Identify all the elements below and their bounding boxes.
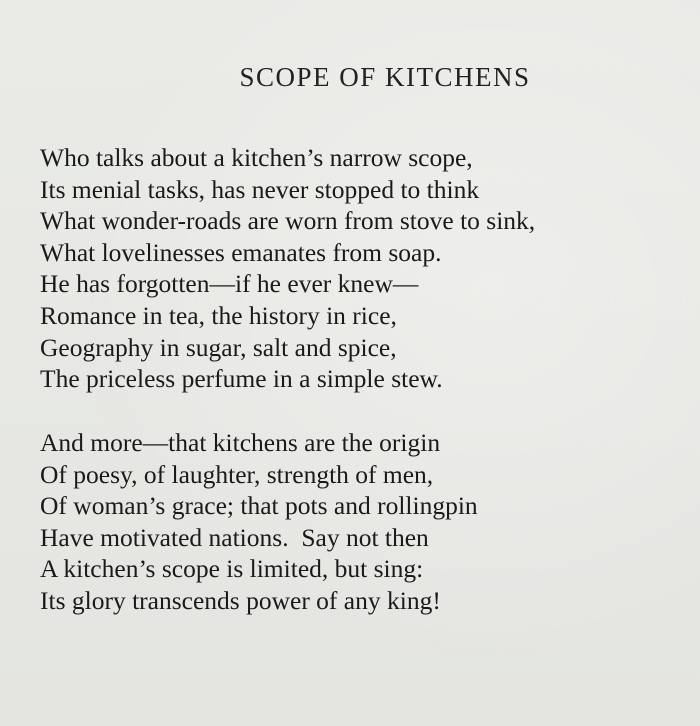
stanza-2 [40,427,690,617]
poem-line: Who talks about a kitchen’s narrow scope, [40,143,473,172]
stanza-1 [40,142,690,395]
poem-line: And more—that kitchens are the origin [40,428,441,457]
poem-line: Of woman’s grace; that pots and rollingpin [40,491,478,521]
poem-line: What lovelinesses emanates from soap. [40,237,442,267]
poem-line: Romance in tea, the history in rice, [40,300,397,330]
poem-line: Have motivated nations. Say not then [40,522,429,552]
poem-line: A kitchen’s scope is limited, but sing: [40,554,424,584]
poem-line: Its menial tasks, has never stopped to think [40,174,480,204]
poem-line: What wonder-roads are worn from stove to sink, [40,206,536,236]
poem-line: Its glory transcends power of any king! [40,585,441,615]
poem-line: Geography in sugar, salt and spice, [40,332,397,362]
poem-title: SCOPE OF KITCHENS [239,62,531,92]
poem-line: He has forgotten—if he ever knew— [40,269,419,299]
poem-line: The priceless perfume in a simple stew. [40,364,443,394]
poem-line: Of poesy, of laughter, strength of men, [40,459,434,489]
